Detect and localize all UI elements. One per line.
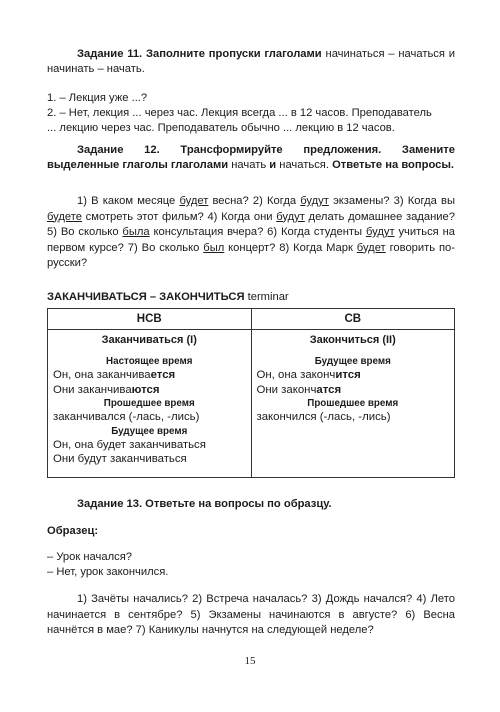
task11-q2-line2: ... лекцию через час. Преподаватель обычно ... лекцию в 12 часов. xyxy=(47,122,395,134)
nsv-verb-title: Заканчиваться (I) xyxy=(101,334,197,346)
example-question: – Урок начался? xyxy=(47,551,132,563)
underlined-verb: будут xyxy=(300,195,329,207)
col-header-nsv: НСВ xyxy=(48,309,252,330)
sv-future-label: Будущее время xyxy=(314,356,391,367)
underlined-verb: будете xyxy=(47,210,82,223)
text-fragment: говорить по-русски? xyxy=(47,241,456,269)
past-label: Прошедшее время xyxy=(103,398,195,409)
underlined-verb: будут xyxy=(365,226,395,238)
task12-and: и xyxy=(269,159,277,171)
text-fragment: концерт? 8) Когда Марк xyxy=(224,241,357,254)
task12-questions xyxy=(47,194,455,272)
underlined-verb: была xyxy=(122,226,150,238)
task13-title: Задание 13. Ответьте на вопросы по образцу. xyxy=(77,498,332,510)
underlined-verb: будет xyxy=(356,241,386,254)
task11-q1: 1. – Лекция уже ...? xyxy=(47,92,148,104)
text-fragment: делать домашнее задание? 5) Во сколько xyxy=(47,210,455,238)
present-form-3sg xyxy=(48,368,251,383)
page-number: 15 xyxy=(244,655,256,667)
text-fragment: 1) В каком месяце xyxy=(77,195,180,207)
text-fragment: консультация вчера? 6) Когда студенты xyxy=(149,226,366,238)
section-title: ЗАКАНЧИВАТЬСЯ – ЗАКОНЧИТЬСЯ xyxy=(47,291,245,303)
nsv-cell xyxy=(48,330,252,478)
text-fragment: учиться на первом курсе? 7) Во сколько xyxy=(47,226,455,254)
task12-tail: Ответьте на вопросы. xyxy=(332,159,455,171)
task12-verbs2: начаться. xyxy=(279,159,329,171)
task11-verbs: начинаться – начаться и начинать – начать. xyxy=(47,48,455,75)
task11-items xyxy=(47,91,455,136)
stem: Они заканчива xyxy=(53,383,132,396)
conjugation-table xyxy=(47,308,455,478)
sv-future-form-3pl xyxy=(252,383,455,398)
sv-verb-title: Закончиться (II) xyxy=(309,334,396,346)
example-label: Образец: xyxy=(47,525,99,537)
future-form-3sg: Он, она будет заканчиваться xyxy=(53,438,206,451)
sv-future-form-3sg xyxy=(252,368,455,383)
task11-title: Задание 11. Заполните пропуски глаголами xyxy=(77,48,322,60)
future-label: Будущее время xyxy=(111,425,188,437)
stem: Он, она законч xyxy=(256,369,336,381)
underlined-verb: будет xyxy=(179,195,209,207)
example-answer: – Нет, урок закончился. xyxy=(47,566,169,578)
underlined-verb: будут xyxy=(276,210,305,223)
stem: Они законч xyxy=(256,383,317,396)
task12-title: Задание 12. Трансформируйте предложения. Замените выделенные глаголы глаголами xyxy=(47,144,455,171)
ending: атся xyxy=(316,383,342,396)
ending: ются xyxy=(131,383,160,396)
task11-heading xyxy=(47,47,455,77)
section-heading xyxy=(47,290,289,305)
task13-heading xyxy=(47,497,455,512)
present-label: Настоящее время xyxy=(106,356,193,367)
col-header-sv: СВ xyxy=(251,309,455,330)
past-form: заканчивался (-лась, -лись) xyxy=(53,411,200,423)
text-fragment: весна? 2) Когда xyxy=(208,195,301,207)
task12-verbs: начать xyxy=(231,159,267,171)
text-fragment: экзамены? 3) Когда вы xyxy=(328,195,455,207)
section-translation: terminar xyxy=(247,291,289,303)
sv-past-label: Прошедшее время xyxy=(307,398,399,409)
future-form-3pl: Они будут заканчиваться xyxy=(53,453,187,465)
stem: Он, она заканчива xyxy=(53,369,151,381)
task13-questions: 1) Зачёты начались? 2) Встреча началась? 3) Дождь начался? 4) Лето начинается в сентябре? 5) Экзамены начинаются в августе? 6) Весна начнётся в мае? 7) Каникулы начнутся на следующей неделе? xyxy=(47,593,455,636)
sv-cell xyxy=(251,330,455,478)
task12-heading xyxy=(47,143,455,173)
ending: ется xyxy=(150,369,176,381)
sv-past-form: закончился (-лась, -лись) xyxy=(256,411,391,423)
text-fragment: смотреть этот фильм? 4) Когда они xyxy=(81,210,277,223)
present-form-3pl xyxy=(48,383,251,398)
example-block xyxy=(47,524,455,580)
underlined-verb: был xyxy=(203,241,225,254)
ending: ится xyxy=(335,369,361,381)
task11-q2-line1: 2. – Нет, лекция ... через час. Лекция всегда ... в 12 часов. Преподаватель xyxy=(47,107,432,119)
